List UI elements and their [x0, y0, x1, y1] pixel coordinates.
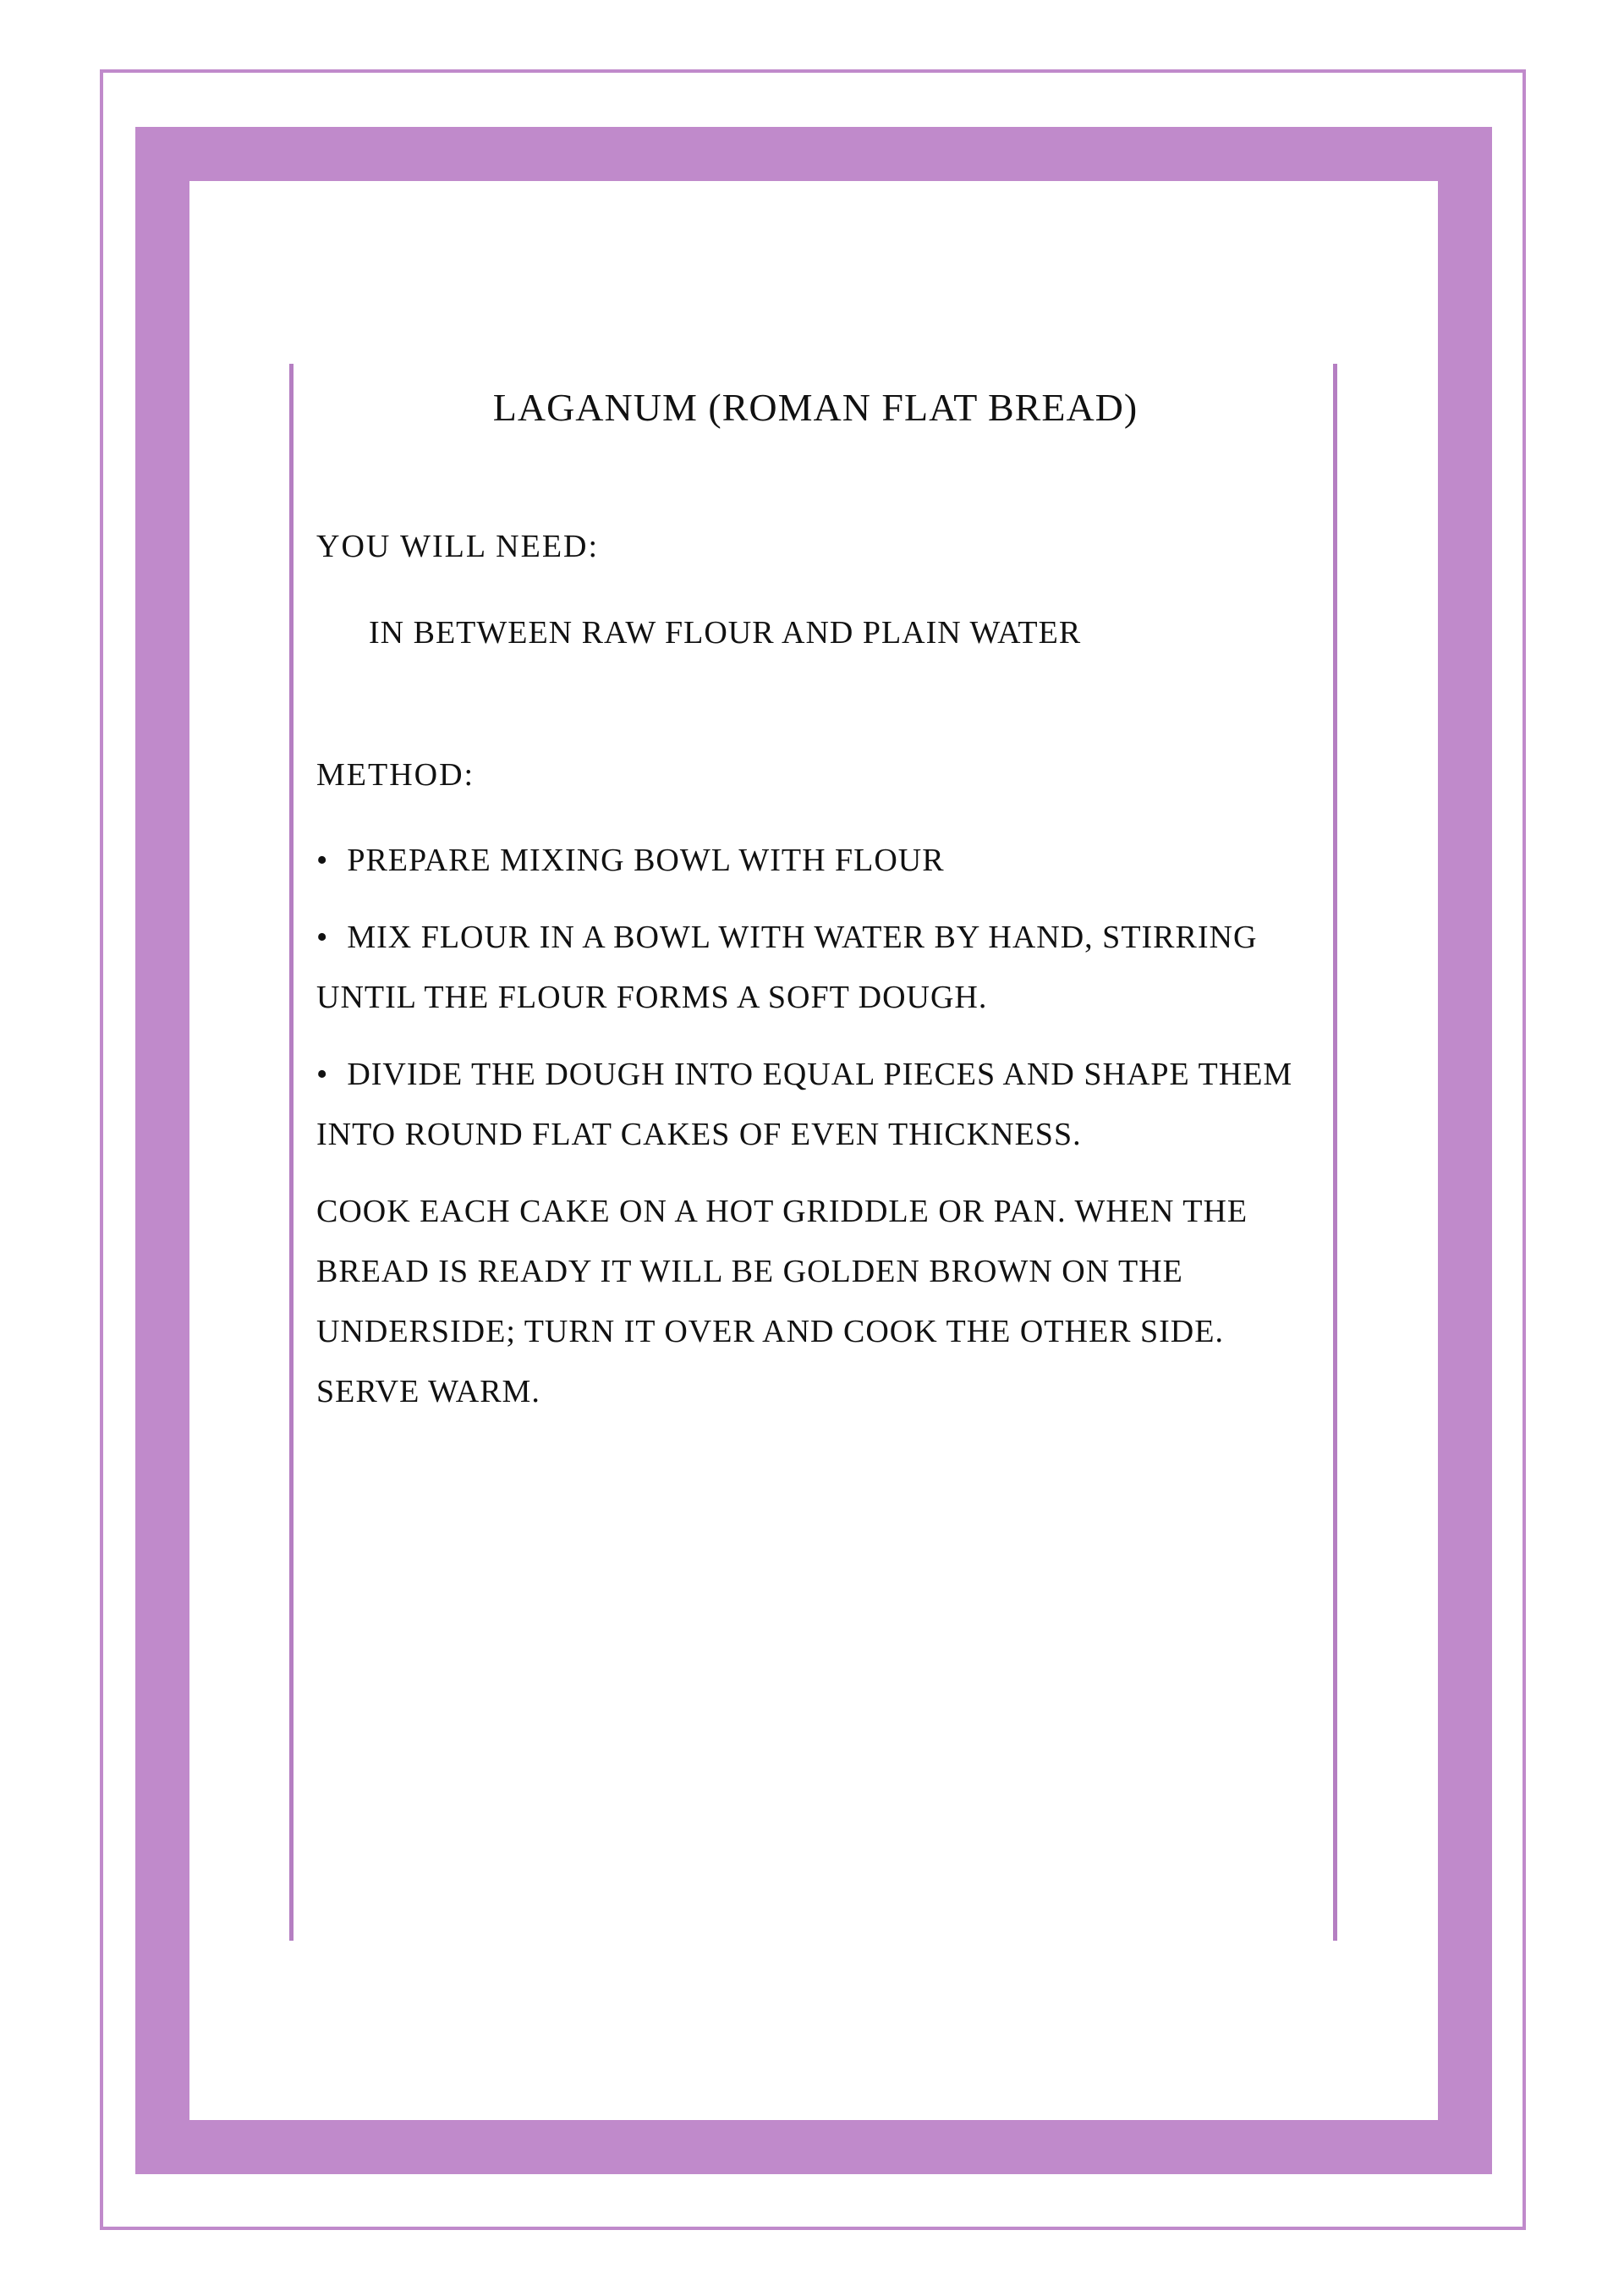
recipe-title: LAGANUM (ROMAN FLAT BREAD) — [492, 386, 1138, 429]
recipe-content — [316, 385, 1314, 1439]
ingredients-heading: YOU WILL NEED: — [316, 529, 600, 564]
left-vertical-rule — [289, 364, 294, 1941]
method-step-text: MIX FLOUR IN A BOWL WITH WATER BY HAND, STIRRING UNTIL THE FLOUR FORMS A SOFT DOUGH. — [316, 920, 1258, 1015]
right-vertical-rule — [1333, 364, 1337, 1941]
ingredients-text: IN BETWEEN RAW FLOUR AND PLAIN WATER — [369, 615, 1082, 651]
method-step — [316, 831, 1314, 891]
bullet-icon: • — [316, 920, 329, 955]
final-paragraph: COOK EACH CAKE ON A HOT GRIDDLE OR PAN. WHEN THE BREAD IS READY IT WILL BE GOLDEN BROWN ON THE UNDERSIDE; TURN IT OVER AND COOK THE OTHER SIDE. SERVE WARM. — [316, 1194, 1248, 1409]
method-heading: METHOD: — [316, 757, 475, 793]
method-step-text: PREPARE MIXING BOWL WITH FLOUR — [347, 843, 945, 878]
method-step-text: DIVIDE THE DOUGH INTO EQUAL PIECES AND SHAPE THEM INTO ROUND FLAT CAKES OF EVEN THICKNESS. — [316, 1057, 1293, 1152]
method-step — [316, 1045, 1314, 1165]
bullet-icon: • — [316, 1057, 329, 1092]
bullet-icon: • — [316, 843, 329, 878]
method-step — [316, 908, 1314, 1028]
